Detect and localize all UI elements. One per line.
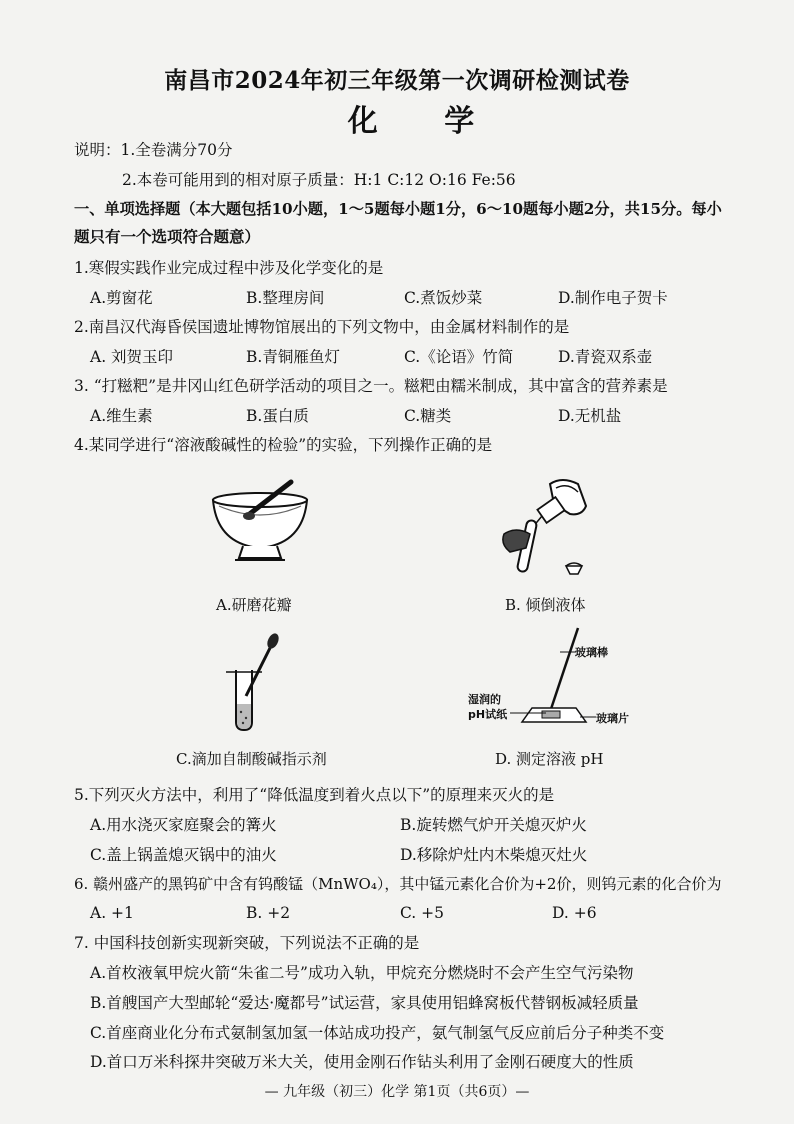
glass-plate-pointer-line [580,714,596,720]
question-3-option-b[interactable]: B.蛋白质 [246,407,309,425]
question-4-option-d[interactable]: D. 测定溶液 pH [495,750,604,768]
question-1-option-a[interactable]: A.剪窗花 [90,289,153,307]
pouring-liquid-figure [496,470,596,580]
question-4-option-c[interactable]: C.滴加自制酸碱指示剂 [176,750,327,768]
mortar-pestle-figure [205,478,315,568]
question-1-option-d[interactable]: D.制作电子贺卡 [558,289,668,307]
question-4-option-a[interactable]: A.研磨花瓣 [216,596,292,614]
ph-paper-label-1: 湿润的 [468,693,501,706]
question-1-stem: 1.寒假实践作业完成过程中涉及化学变化的是 [74,259,384,277]
question-3-option-a[interactable]: A.维生素 [90,407,153,425]
question-6-option-d[interactable]: D. +6 [552,904,597,922]
question-7-option-a[interactable]: A.首枚液氧甲烷火箭“朱雀二号”成功入轨，甲烷充分燃烧时不会产生空气污染物 [90,964,634,982]
ph-paper-pointer-line [510,710,546,716]
question-3-stem: 3. “打糍粑”是井冈山红色研学活动的项目之一。糍粑由糯米制成，其中富含的营养素是 [74,377,668,395]
question-2-option-b[interactable]: B.青铜雁鱼灯 [246,348,340,366]
question-4-option-b[interactable]: B. 倾倒液体 [505,596,586,614]
exam-title: 南昌市2024年初三年级第一次调研检测试卷 [164,67,630,94]
question-6-option-a[interactable]: A. +1 [90,904,134,922]
question-6-stem: 6. 赣州盛产的黑钨矿中含有钨酸锰（MnWO₄），其中锰元素化合价为+2价，则钨元素的化合价为 [74,875,722,893]
question-1-option-b[interactable]: B.整理房间 [246,289,325,307]
glass-rod-label: 玻璃棒 [575,646,608,659]
question-1-option-c[interactable]: C.煮饭炒菜 [404,289,483,307]
question-3-option-c[interactable]: C.糖类 [404,407,452,425]
question-5-option-a[interactable]: A.用水浇灭家庭聚会的篝火 [90,816,277,834]
section-heading-cont: 题只有一个选项符合题意） [74,227,261,246]
page-footer: — 九年级（初三）化学 第1页（共6页）— [264,1084,530,1100]
question-7-option-b[interactable]: B.首艘国产大型邮轮“爱达·魔都号”试运营，家具使用铝蜂窝板代替钢板减轻质量 [90,994,639,1012]
notes-line-1: 说明：1.全卷满分70分 [74,141,233,159]
glass-plate-label: 玻璃片 [596,712,629,725]
question-7-option-c[interactable]: C.首座商业化分布式氨制氢加氢一体站成功投产，氨气制氢气反应前后分子种类不变 [90,1024,665,1042]
question-5-stem: 5.下列灭火方法中，利用了“降低温度到着火点以下”的原理来灭火的是 [74,786,555,804]
question-2-option-c[interactable]: C.《论语》竹简 [404,348,514,366]
question-2-option-d[interactable]: D.青瓷双系壶 [558,348,653,366]
question-6-option-c[interactable]: C. +5 [400,904,445,922]
question-3-option-d[interactable]: D.无机盐 [558,407,622,425]
subject-title: 化 学 [347,104,503,139]
question-7-option-d[interactable]: D.首口万米科探井突破万米大关，使用金刚石作钻头利用了金刚石硬度大的性质 [90,1053,634,1071]
notes-line-2: 2.本卷可能用到的相对原子质量：H:1 C:12 O:16 Fe:56 [122,171,516,189]
question-5-option-c[interactable]: C.盖上锅盖熄灭锅中的油火 [90,846,277,864]
ph-paper-label-2: pH试纸 [468,708,508,721]
question-7-stem: 7. 中国科技创新实现新突破，下列说法不正确的是 [74,934,420,952]
glass-rod-pointer-line [560,648,576,656]
question-2-stem: 2.南昌汉代海昏侯国遗址博物馆展出的下列文物中，由金属材料制作的是 [74,318,570,336]
question-4-stem: 4.某同学进行“溶液酸碱性的检验”的实验，下列操作正确的是 [74,436,493,454]
question-6-option-b[interactable]: B. +2 [246,904,291,922]
section-heading: 一、单项选择题（本大题包括10小题，1～5题每小题1分，6～10题每小题2分，共15分。每小 [74,200,722,218]
question-5-option-b[interactable]: B.旋转燃气炉开关熄灭炉火 [400,816,587,834]
question-5-option-d[interactable]: D.移除炉灶内木柴熄灭灶火 [400,846,588,864]
question-2-option-a[interactable]: A. 刘贺玉印 [90,348,174,366]
dropper-test-tube-figure [226,630,286,734]
